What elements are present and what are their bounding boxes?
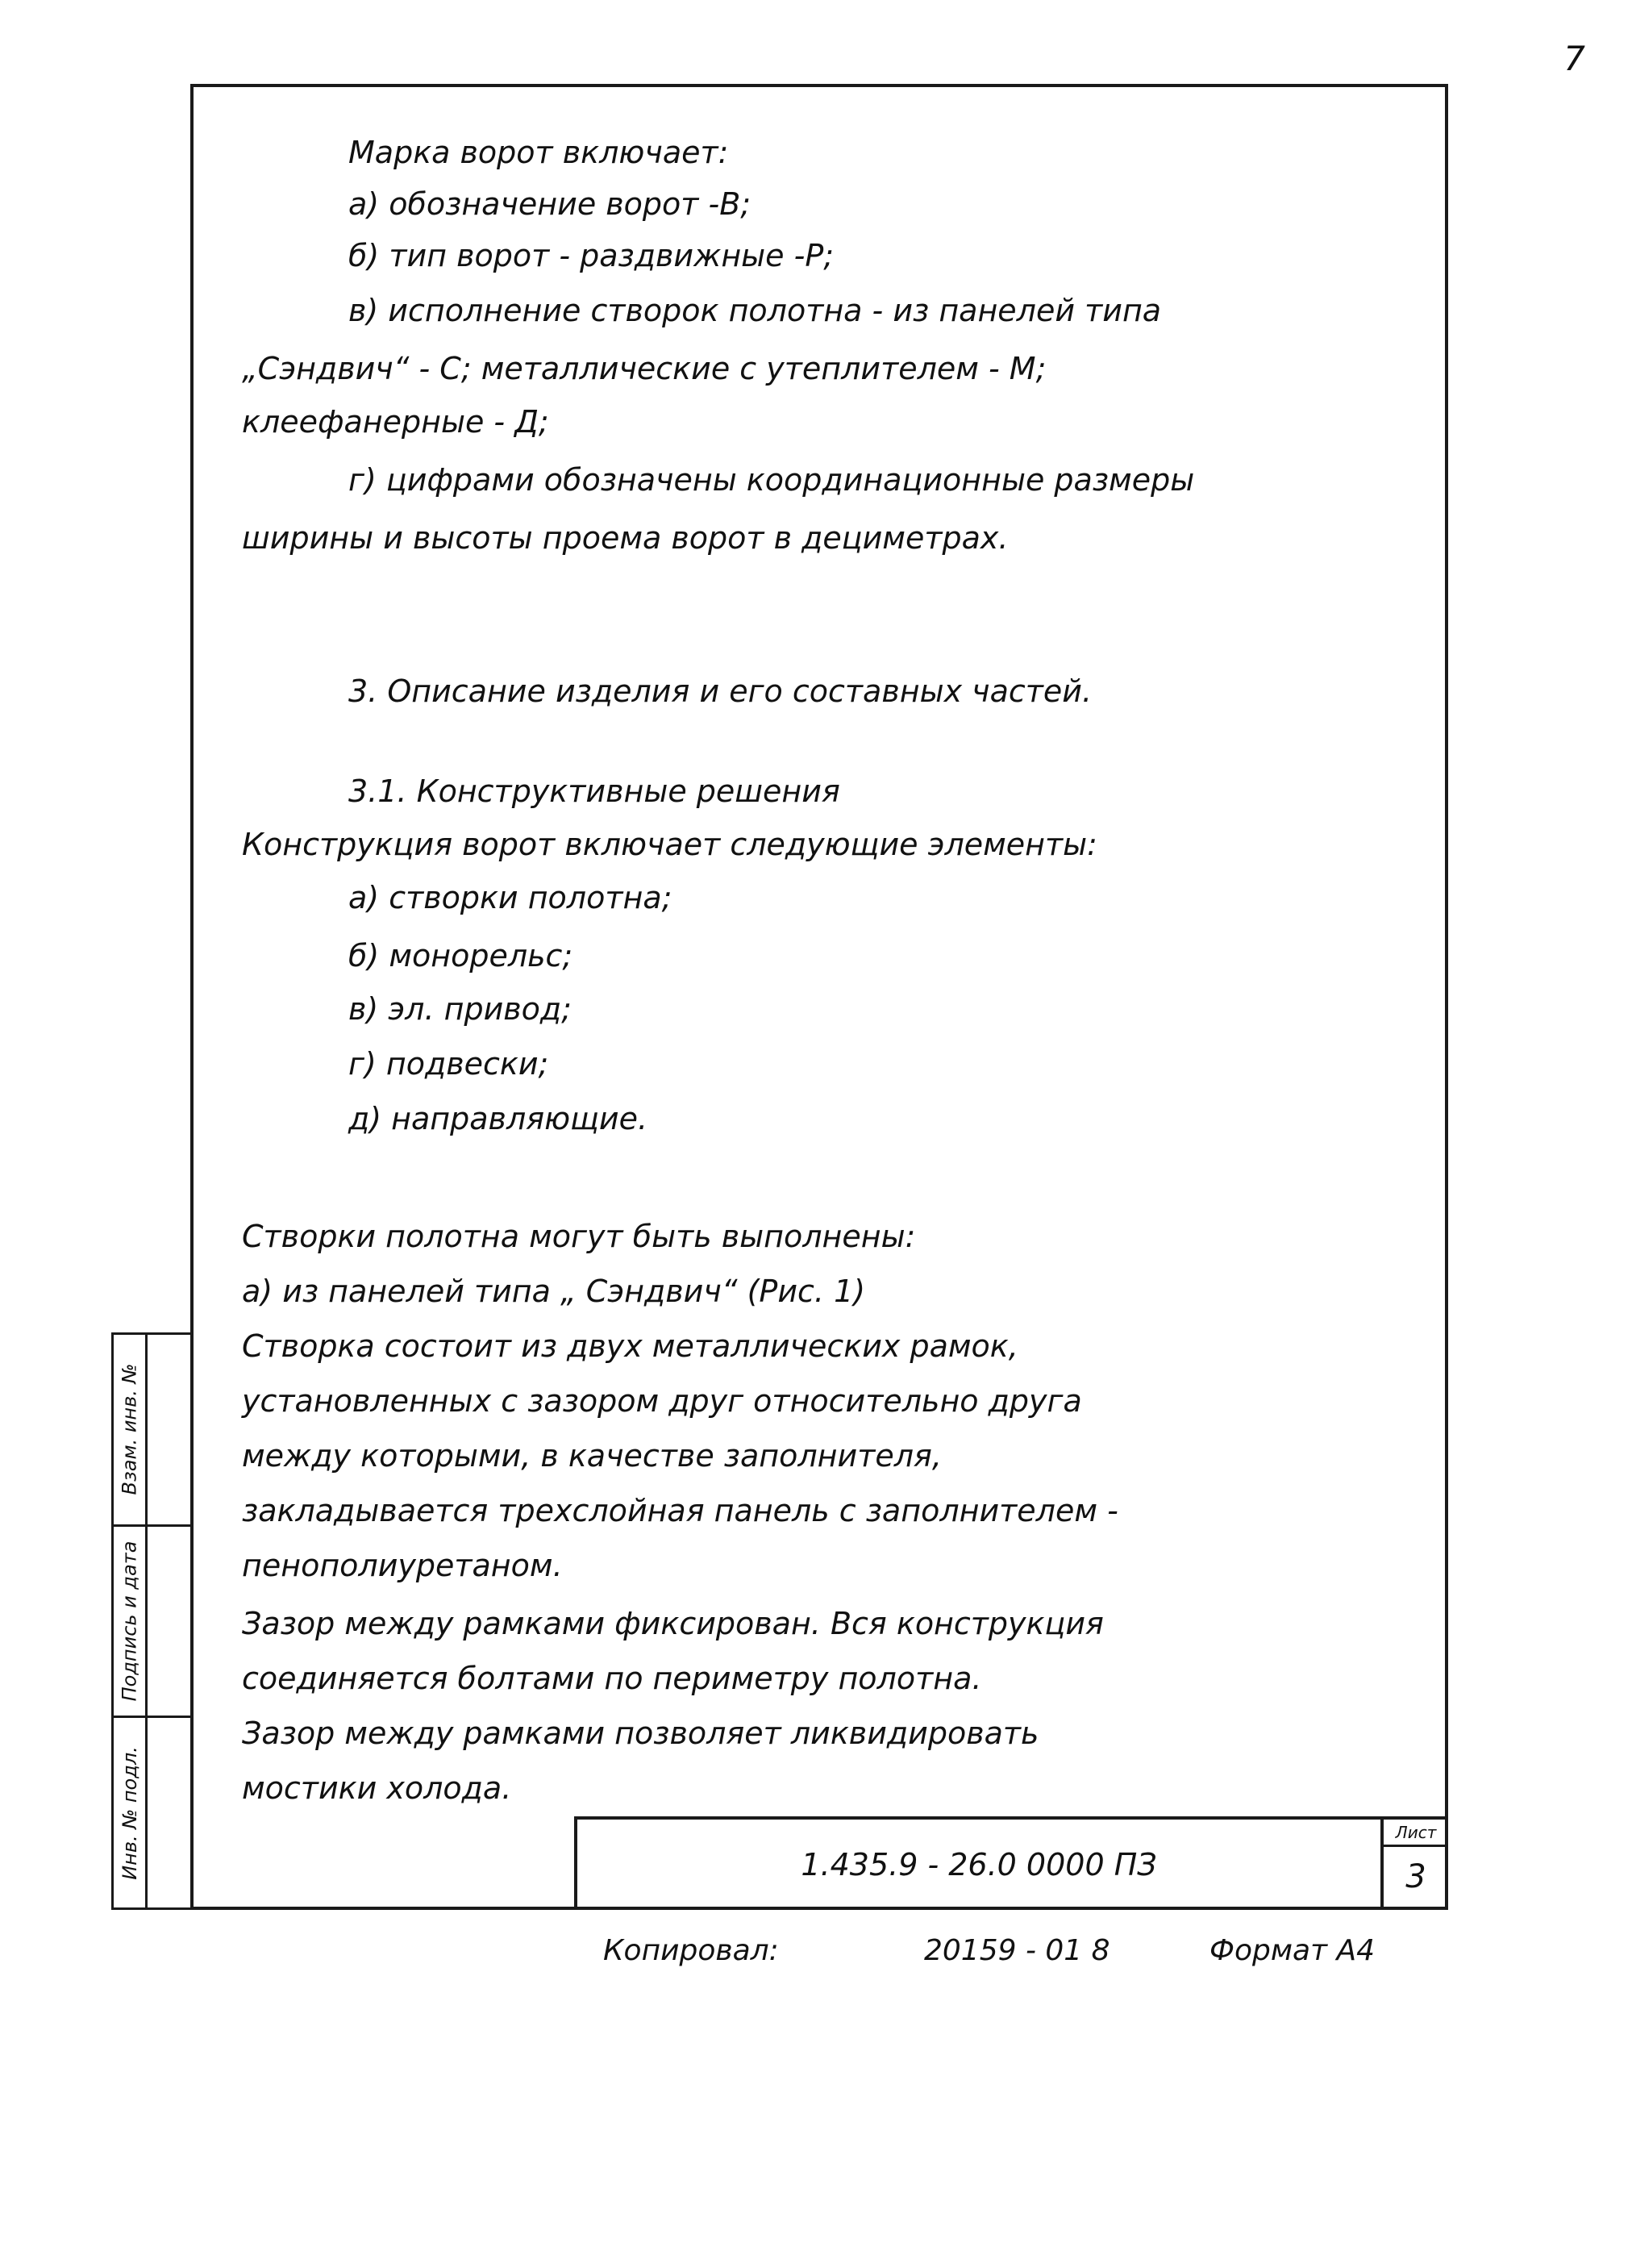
text-line: в) эл. привод; xyxy=(348,991,572,1027)
sheet-number: 3 xyxy=(1405,1858,1426,1895)
text-line: пенополиуретаном. xyxy=(242,1548,563,1583)
binding-value xyxy=(148,1718,194,1907)
title-block xyxy=(574,1816,1448,1910)
binding-label-text: Взам. инв. № xyxy=(118,1363,141,1495)
binding-label-signature-date xyxy=(114,1527,148,1716)
subsection-heading: 3.1. Конструктивные решения xyxy=(348,773,840,809)
text-line: в) исполнение створок полотна - из панелей типа xyxy=(348,293,1162,328)
sheet-label: Лист xyxy=(1384,1820,1448,1847)
text-line: а) обозначение ворот -В; xyxy=(348,186,751,222)
text-line: а) створки полотна; xyxy=(348,880,672,915)
left-binding-strip xyxy=(111,1332,194,1910)
page-corner-number: 7 xyxy=(1563,39,1585,78)
text-line: Конструкция ворот включает следующие элементы: xyxy=(242,827,1097,862)
text-line: б) монорельс; xyxy=(348,938,573,973)
footer-copied-label: Копировал: xyxy=(603,1934,779,1967)
binding-value xyxy=(148,1527,194,1716)
text-line: б) тип ворот - раздвижные -Р; xyxy=(348,238,835,273)
binding-cell-original-inventory xyxy=(114,1718,194,1907)
text-line: Зазор между рамками фиксирован. Вся конструкция xyxy=(242,1606,1104,1641)
text-line: между которыми, в качестве заполнителя, xyxy=(242,1438,942,1474)
text-line: установленных с зазором друг относительно друга xyxy=(242,1383,1082,1419)
text-line: Створка состоит из двух металлических рамок, xyxy=(242,1328,1018,1364)
text-line: клеефанерные - Д; xyxy=(242,404,549,440)
text-line: Зазор между рамками позволяет ликвидировать xyxy=(242,1716,1039,1751)
text-line: г) подвески; xyxy=(348,1046,549,1082)
text-line: закладывается трехслойная панель с заполнителем - xyxy=(242,1493,1118,1528)
binding-cell-replace-inventory xyxy=(114,1335,194,1527)
document-code: 1.435.9 - 26.0 0000 ПЗ xyxy=(801,1847,1157,1882)
text-line: ширины и высоты проема ворот в дециметрах. xyxy=(242,520,1009,556)
binding-value xyxy=(148,1335,194,1524)
text-line: соединяется болтами по периметру полотна. xyxy=(242,1661,982,1696)
section-heading: 3. Описание изделия и его составных частей. xyxy=(348,673,1093,709)
text-line: д) направляющие. xyxy=(348,1101,648,1136)
binding-label-replace-inventory xyxy=(114,1335,148,1524)
footer-number: 20159 - 01 8 xyxy=(924,1934,1110,1967)
footer-format: Формат А4 xyxy=(1209,1934,1376,1967)
text-line: „Сэндвич“ - С; металлические с утеплителем - М; xyxy=(242,351,1047,386)
binding-label-text: Инв. № подл. xyxy=(118,1745,141,1880)
text-line: мостики холода. xyxy=(242,1770,512,1806)
text-line: Створки полотна могут быть выполнены: xyxy=(242,1219,916,1254)
text-line: г) цифрами обозначены координационные размеры xyxy=(348,462,1195,498)
binding-cell-signature-date xyxy=(114,1527,194,1719)
binding-label-original-inventory xyxy=(114,1718,148,1907)
binding-label-text: Подпись и дата xyxy=(118,1540,141,1702)
text-line: Марка ворот включает: xyxy=(348,135,729,170)
sheet-number-box xyxy=(1380,1820,1448,1910)
text-line: а) из панелей типа „ Сэндвич“ (Рис. 1) xyxy=(242,1274,866,1309)
